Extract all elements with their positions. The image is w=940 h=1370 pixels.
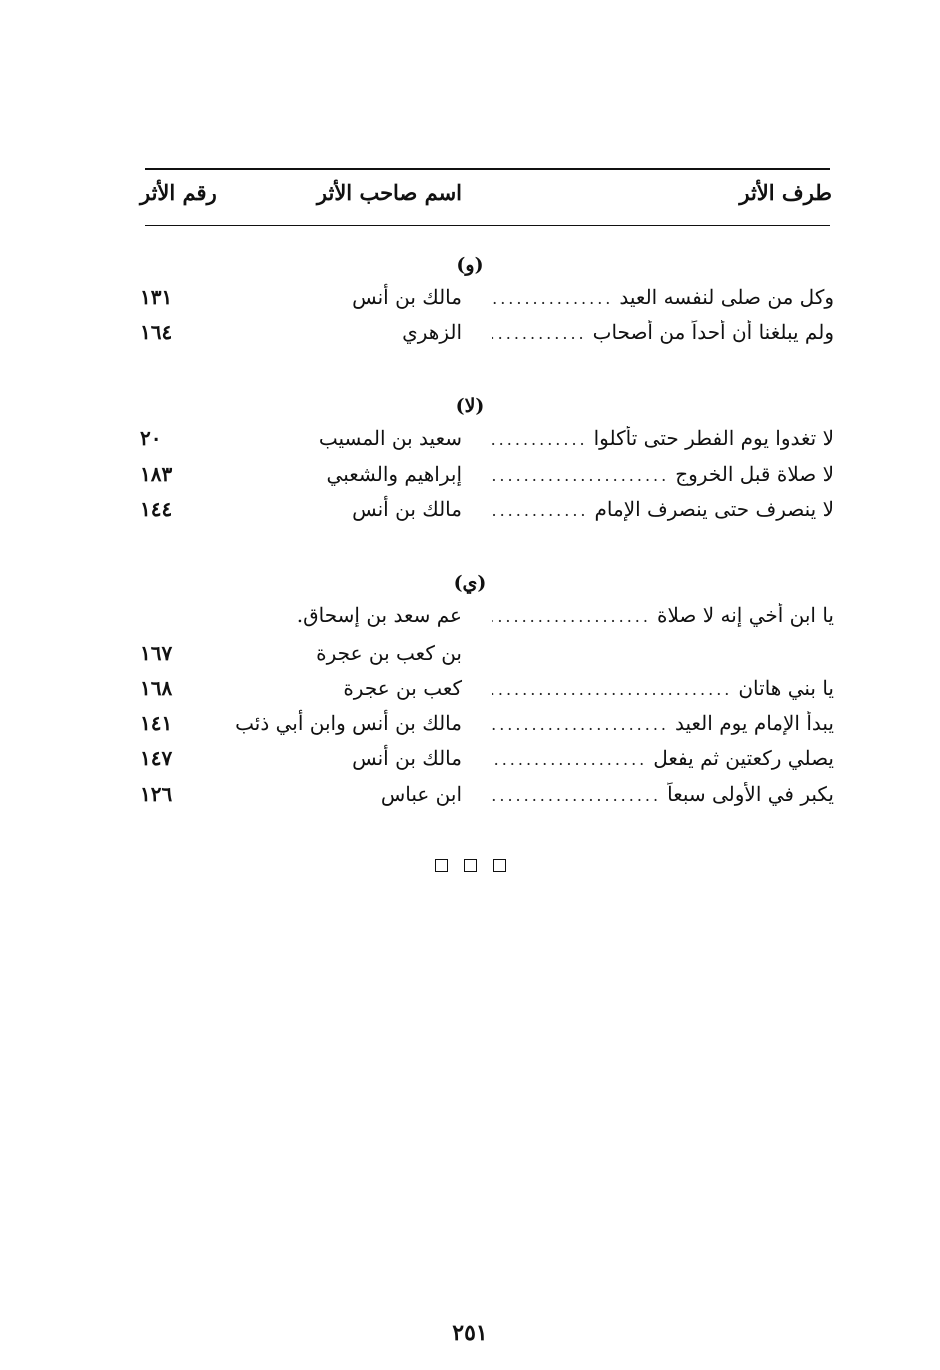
leader-dots: [492, 680, 732, 699]
column-header-number: رقم الأثر: [140, 180, 217, 205]
row-narrator: ابن عباس: [380, 782, 462, 806]
leader-dots: [492, 715, 669, 734]
column-header-first-words: طرف الأثر: [739, 180, 832, 205]
leader-dots: [492, 466, 669, 485]
leader-dots: [492, 607, 651, 626]
table-row: [0, 426, 940, 462]
table-row: [0, 320, 940, 356]
row-narrator: مالك بن أنس: [352, 746, 462, 770]
row-narrator: مالك بن أنس وابن أبي ذئب: [235, 711, 462, 735]
row-first-words: يا بني هاتان .....: [492, 676, 834, 700]
row-narrator: مالك بن أنس: [352, 497, 462, 521]
row-first-words: ولم يبلغنا أن أحداً من أصحاب .....: [492, 320, 834, 344]
section-letter-la: (لا): [455, 395, 485, 417]
row-first-words: يا ابن أخي إنه لا صلاة .....: [492, 603, 834, 627]
table-row: [0, 782, 940, 818]
leader-dots: [492, 501, 589, 520]
header-top-rule: [145, 168, 830, 170]
row-number: ١٦٧: [140, 641, 173, 665]
row-number: ١٦٤: [140, 320, 173, 344]
row-first-words: يبدأ الإمام يوم العيد .....: [492, 711, 834, 735]
section-end-ornament: [0, 855, 940, 874]
row-number: ١٤٤: [140, 497, 173, 521]
row-first-words: يصلي ركعتين ثم يفعل .....: [492, 746, 834, 770]
row-narrator: عم سعد بن إسحاق.: [296, 603, 462, 627]
row-first-words: لا تغدوا يوم الفطر حتى تأكلوا .....: [492, 426, 834, 450]
row-first-words: لا ينصرف حتى ينصرف الإمام .....: [492, 497, 834, 521]
leader-dots: [492, 289, 613, 308]
table-row: [0, 285, 940, 321]
row-first-words: لا صلاة قبل الخروج .....: [492, 462, 834, 486]
section-letter-ya: (ي): [453, 572, 487, 594]
leader-dots: [492, 786, 661, 805]
leader-dots: [492, 430, 588, 449]
row-number: ١٤٧: [140, 746, 173, 770]
row-first-words: وكل من صلى لنفسه العيد .....: [492, 285, 834, 309]
square-icon: [435, 859, 448, 872]
table-row: [0, 462, 940, 498]
row-narrator: سعيد بن المسيب: [318, 426, 462, 450]
column-header-narrator: اسم صاحب الأثر: [316, 180, 462, 205]
section-letter-waw: (و): [456, 254, 484, 276]
leader-dots: [492, 750, 647, 769]
leader-dots: [492, 324, 587, 343]
row-first-words: يكبر في الأولى سبعاً .....: [492, 782, 834, 806]
row-number: ١٦٨: [140, 676, 173, 700]
row-narrator: مالك بن أنس: [352, 285, 462, 309]
row-number: ١٤١: [140, 711, 173, 735]
row-narrator: بن كعب بن عجرة: [316, 641, 462, 665]
table-row: [0, 676, 940, 712]
row-narrator: كعب بن عجرة: [343, 676, 462, 700]
row-narrator: إبراهيم والشعبي: [326, 462, 462, 486]
row-narrator: الزهري: [402, 320, 462, 344]
table-row: [0, 711, 940, 747]
square-icon: [464, 859, 477, 872]
table-row: [0, 746, 940, 782]
square-icon: [493, 859, 506, 872]
table-row: [0, 603, 940, 639]
header-bottom-rule: [145, 225, 830, 226]
row-number: ١٢٦: [140, 782, 173, 806]
row-number: ٢٠: [140, 426, 162, 450]
table-row: [0, 497, 940, 533]
table-row-continuation: [0, 641, 940, 677]
page-number: ٢٥١: [452, 1320, 488, 1346]
row-number: ١٨٣: [140, 462, 173, 486]
row-number: ١٣١: [140, 285, 173, 309]
